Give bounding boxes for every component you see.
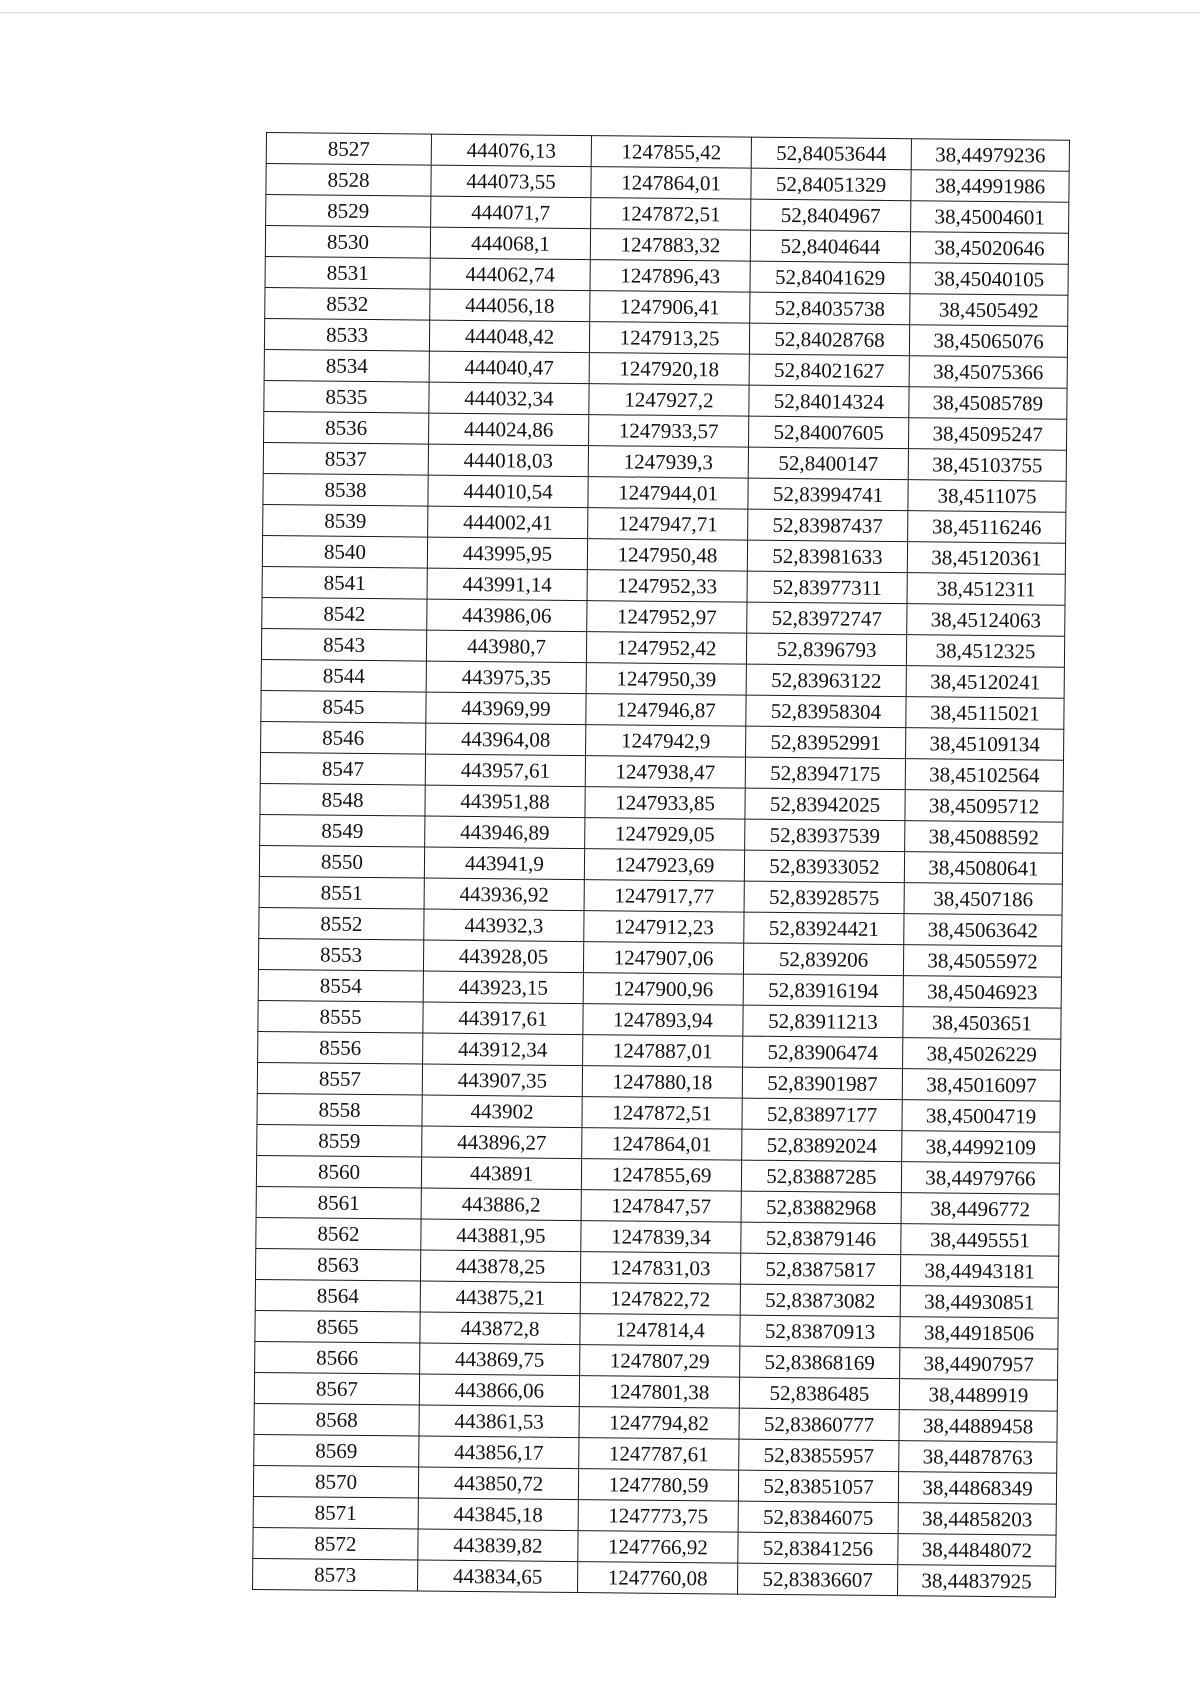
x-coordinate-cell: 444024,86 xyxy=(429,413,589,446)
longitude-cell: 38,45088592 xyxy=(905,821,1063,854)
point-number-cell: 8573 xyxy=(253,1558,418,1591)
longitude-cell: 38,44907957 xyxy=(900,1348,1058,1381)
y-coordinate-cell: 1247920,18 xyxy=(589,353,749,386)
latitude-cell: 52,8386485 xyxy=(739,1377,899,1410)
x-coordinate-cell: 444073,55 xyxy=(431,165,591,198)
point-number-cell: 8533 xyxy=(264,318,429,351)
point-number-cell: 8549 xyxy=(260,814,425,847)
point-number-cell: 8571 xyxy=(253,1496,418,1529)
y-coordinate-cell: 1247900,96 xyxy=(583,973,743,1006)
y-coordinate-cell: 1247947,71 xyxy=(588,508,748,541)
latitude-cell: 52,83860777 xyxy=(739,1408,899,1441)
x-coordinate-cell: 443869,75 xyxy=(420,1343,580,1376)
latitude-cell: 52,83873082 xyxy=(740,1284,900,1317)
point-number-cell: 8550 xyxy=(259,845,424,878)
latitude-cell: 52,83846075 xyxy=(738,1501,898,1534)
longitude-cell: 38,45116246 xyxy=(908,511,1066,544)
x-coordinate-cell: 444071,7 xyxy=(431,196,591,229)
longitude-cell: 38,4489919 xyxy=(899,1379,1057,1412)
point-number-cell: 8544 xyxy=(261,659,426,692)
point-number-cell: 8556 xyxy=(258,1031,423,1064)
x-coordinate-cell: 443923,15 xyxy=(423,971,583,1004)
y-coordinate-cell: 1247950,39 xyxy=(586,663,746,696)
longitude-cell: 38,45026229 xyxy=(903,1038,1061,1071)
longitude-cell: 38,45120241 xyxy=(906,666,1064,699)
point-number-cell: 8536 xyxy=(264,411,429,444)
y-coordinate-cell: 1247952,33 xyxy=(587,570,747,603)
latitude-cell: 52,83924421 xyxy=(744,912,904,945)
y-coordinate-cell: 1247917,77 xyxy=(584,880,744,913)
point-number-cell: 8538 xyxy=(263,473,428,506)
point-number-cell: 8547 xyxy=(260,752,425,785)
scan-edge-line xyxy=(0,12,1200,13)
y-coordinate-cell: 1247938,47 xyxy=(585,756,745,789)
longitude-cell: 38,45040105 xyxy=(910,263,1068,296)
latitude-cell: 52,8404644 xyxy=(750,230,910,263)
point-number-cell: 8543 xyxy=(261,628,426,661)
x-coordinate-cell: 443872,8 xyxy=(420,1312,580,1345)
longitude-cell: 38,4505492 xyxy=(910,294,1068,327)
latitude-cell: 52,84041629 xyxy=(750,261,910,294)
y-coordinate-cell: 1247933,85 xyxy=(585,787,745,820)
longitude-cell: 38,44889458 xyxy=(899,1410,1057,1443)
point-number-cell: 8552 xyxy=(259,907,424,940)
latitude-cell: 52,83994741 xyxy=(748,478,908,511)
longitude-cell: 38,44878763 xyxy=(899,1441,1057,1474)
x-coordinate-cell: 444076,13 xyxy=(431,134,591,167)
point-number-cell: 8545 xyxy=(261,690,426,723)
latitude-cell: 52,839206 xyxy=(743,943,903,976)
longitude-cell: 38,44979236 xyxy=(911,139,1069,172)
y-coordinate-cell: 1247952,97 xyxy=(587,601,747,634)
latitude-cell: 52,83963122 xyxy=(746,664,906,697)
y-coordinate-cell: 1247913,25 xyxy=(589,322,749,355)
longitude-cell: 38,4512311 xyxy=(907,573,1065,606)
x-coordinate-cell: 443856,17 xyxy=(419,1436,579,1469)
x-coordinate-cell: 443969,99 xyxy=(426,692,586,725)
point-number-cell: 8527 xyxy=(266,133,431,166)
latitude-cell: 52,83836607 xyxy=(737,1563,897,1596)
x-coordinate-cell: 443902 xyxy=(422,1095,582,1128)
y-coordinate-cell: 1247893,94 xyxy=(583,1004,743,1037)
y-coordinate-cell: 1247933,57 xyxy=(589,415,749,448)
point-number-cell: 8554 xyxy=(258,969,423,1002)
latitude-cell: 52,83887285 xyxy=(741,1160,901,1193)
point-number-cell: 8559 xyxy=(257,1124,422,1157)
x-coordinate-cell: 443995,95 xyxy=(427,537,587,570)
longitude-cell: 38,4496772 xyxy=(901,1193,1059,1226)
y-coordinate-cell: 1247907,06 xyxy=(583,942,743,975)
point-number-cell: 8546 xyxy=(261,721,426,754)
y-coordinate-cell: 1247896,43 xyxy=(590,260,750,293)
longitude-cell: 38,45120361 xyxy=(907,542,1065,575)
latitude-cell: 52,84053644 xyxy=(751,137,911,170)
y-coordinate-cell: 1247872,51 xyxy=(582,1097,742,1130)
x-coordinate-cell: 443861,53 xyxy=(419,1405,579,1438)
y-coordinate-cell: 1247906,41 xyxy=(590,291,750,324)
x-coordinate-cell: 443896,27 xyxy=(422,1126,582,1159)
x-coordinate-cell: 443936,92 xyxy=(424,878,584,911)
latitude-cell: 52,83977311 xyxy=(747,571,907,604)
longitude-cell: 38,44858203 xyxy=(898,1503,1056,1536)
y-coordinate-cell: 1247872,51 xyxy=(591,198,751,231)
y-coordinate-cell: 1247883,32 xyxy=(590,229,750,262)
x-coordinate-cell: 443891 xyxy=(421,1157,581,1190)
longitude-cell: 38,45080641 xyxy=(904,852,1062,885)
y-coordinate-cell: 1247801,38 xyxy=(579,1376,739,1409)
longitude-cell: 38,45055972 xyxy=(903,945,1061,978)
latitude-cell: 52,83875817 xyxy=(740,1253,900,1286)
latitude-cell: 52,83972747 xyxy=(747,602,907,635)
longitude-cell: 38,45102564 xyxy=(905,759,1063,792)
x-coordinate-cell: 444018,03 xyxy=(428,444,588,477)
y-coordinate-cell: 1247855,42 xyxy=(591,136,751,169)
point-number-cell: 8564 xyxy=(255,1279,420,1312)
x-coordinate-cell: 443866,06 xyxy=(419,1374,579,1407)
y-coordinate-cell: 1247887,01 xyxy=(583,1035,743,1068)
x-coordinate-cell: 443917,61 xyxy=(423,1002,583,1035)
latitude-cell: 52,8396793 xyxy=(746,633,906,666)
point-number-cell: 8561 xyxy=(256,1186,421,1219)
point-number-cell: 8534 xyxy=(264,349,429,382)
latitude-cell: 52,84007605 xyxy=(748,416,908,449)
coordinates-table-body xyxy=(253,133,1070,1598)
latitude-cell: 52,83870913 xyxy=(740,1315,900,1348)
longitude-cell: 38,4511075 xyxy=(908,480,1066,513)
y-coordinate-cell: 1247831,03 xyxy=(580,1252,740,1285)
latitude-cell: 52,83892024 xyxy=(742,1129,902,1162)
latitude-cell: 52,83952991 xyxy=(746,726,906,759)
longitude-cell: 38,45020646 xyxy=(910,232,1068,265)
latitude-cell: 52,83882968 xyxy=(741,1191,901,1224)
y-coordinate-cell: 1247880,18 xyxy=(582,1066,742,1099)
point-number-cell: 8562 xyxy=(256,1217,421,1250)
x-coordinate-cell: 444062,74 xyxy=(430,258,590,291)
longitude-cell: 38,4512325 xyxy=(906,635,1064,668)
latitude-cell: 52,84014324 xyxy=(749,385,909,418)
longitude-cell: 38,45095247 xyxy=(908,418,1066,451)
latitude-cell: 52,83981633 xyxy=(747,540,907,573)
y-coordinate-cell: 1247773,75 xyxy=(578,1500,738,1533)
point-number-cell: 8567 xyxy=(254,1372,419,1405)
x-coordinate-cell: 443980,7 xyxy=(426,630,586,663)
y-coordinate-cell: 1247927,2 xyxy=(589,384,749,417)
y-coordinate-cell: 1247855,69 xyxy=(581,1159,741,1192)
point-number-cell: 8568 xyxy=(254,1403,419,1436)
longitude-cell: 38,45046923 xyxy=(903,976,1061,1009)
y-coordinate-cell: 1247807,29 xyxy=(580,1345,740,1378)
longitude-cell: 38,45115021 xyxy=(906,697,1064,730)
x-coordinate-cell: 443975,35 xyxy=(426,661,586,694)
x-coordinate-cell: 443957,61 xyxy=(425,754,585,787)
point-number-cell: 8532 xyxy=(265,287,430,320)
x-coordinate-cell: 443886,2 xyxy=(421,1188,581,1221)
longitude-cell: 38,45004719 xyxy=(902,1100,1060,1133)
x-coordinate-cell: 443964,08 xyxy=(426,723,586,756)
x-coordinate-cell: 443991,14 xyxy=(427,568,587,601)
x-coordinate-cell: 443912,34 xyxy=(423,1033,583,1066)
latitude-cell: 52,83937539 xyxy=(745,819,905,852)
x-coordinate-cell: 444010,54 xyxy=(428,475,588,508)
latitude-cell: 52,83879146 xyxy=(741,1222,901,1255)
longitude-cell: 38,44837925 xyxy=(897,1565,1055,1598)
latitude-cell: 52,83916194 xyxy=(743,974,903,1007)
point-number-cell: 8539 xyxy=(263,504,428,537)
latitude-cell: 52,83911213 xyxy=(743,1005,903,1038)
longitude-cell: 38,44992109 xyxy=(902,1131,1060,1164)
latitude-cell: 52,83855957 xyxy=(739,1439,899,1472)
point-number-cell: 8528 xyxy=(266,164,431,197)
latitude-cell: 52,8404967 xyxy=(751,199,911,232)
point-number-cell: 8569 xyxy=(254,1434,419,1467)
longitude-cell: 38,45016097 xyxy=(902,1069,1060,1102)
point-number-cell: 8572 xyxy=(253,1527,418,1560)
point-number-cell: 8531 xyxy=(265,256,430,289)
point-number-cell: 8563 xyxy=(255,1248,420,1281)
x-coordinate-cell: 444056,18 xyxy=(430,289,590,322)
x-coordinate-cell: 443932,3 xyxy=(424,909,584,942)
y-coordinate-cell: 1247864,01 xyxy=(591,167,751,200)
x-coordinate-cell: 443839,82 xyxy=(418,1529,578,1562)
x-coordinate-cell: 443986,06 xyxy=(427,599,587,632)
longitude-cell: 38,44868349 xyxy=(898,1472,1056,1505)
latitude-cell: 52,83958304 xyxy=(746,695,906,728)
x-coordinate-cell: 443875,21 xyxy=(420,1281,580,1314)
x-coordinate-cell: 444048,42 xyxy=(429,320,589,353)
latitude-cell: 52,83906474 xyxy=(743,1036,903,1069)
latitude-cell: 52,83841256 xyxy=(738,1532,898,1565)
x-coordinate-cell: 444040,47 xyxy=(429,351,589,384)
longitude-cell: 38,45124063 xyxy=(907,604,1065,637)
latitude-cell: 52,84035738 xyxy=(750,292,910,325)
x-coordinate-cell: 443907,35 xyxy=(422,1064,582,1097)
x-coordinate-cell: 443878,25 xyxy=(420,1250,580,1283)
x-coordinate-cell: 444002,41 xyxy=(428,506,588,539)
point-number-cell: 8529 xyxy=(266,195,431,228)
longitude-cell: 38,45109134 xyxy=(906,728,1064,761)
longitude-cell: 38,45065076 xyxy=(909,325,1067,358)
coordinates-table xyxy=(252,132,1070,1598)
latitude-cell: 52,83987437 xyxy=(748,509,908,542)
latitude-cell: 52,83868169 xyxy=(740,1346,900,1379)
longitude-cell: 38,44930851 xyxy=(900,1286,1058,1319)
y-coordinate-cell: 1247952,42 xyxy=(586,632,746,665)
point-number-cell: 8551 xyxy=(259,876,424,909)
latitude-cell: 52,83933052 xyxy=(744,850,904,883)
latitude-cell: 52,84051329 xyxy=(751,168,911,201)
latitude-cell: 52,8400147 xyxy=(748,447,908,480)
point-number-cell: 8557 xyxy=(257,1062,422,1095)
x-coordinate-cell: 443951,88 xyxy=(425,785,585,818)
point-number-cell: 8558 xyxy=(257,1093,422,1126)
y-coordinate-cell: 1247814,4 xyxy=(580,1314,740,1347)
y-coordinate-cell: 1247950,48 xyxy=(587,539,747,572)
latitude-cell: 52,83942025 xyxy=(745,788,905,821)
point-number-cell: 8570 xyxy=(253,1465,418,1498)
point-number-cell: 8560 xyxy=(256,1155,421,1188)
latitude-cell: 52,83928575 xyxy=(744,881,904,914)
longitude-cell: 38,44991986 xyxy=(911,170,1069,203)
point-number-cell: 8553 xyxy=(258,938,423,971)
y-coordinate-cell: 1247929,05 xyxy=(585,818,745,851)
point-number-cell: 8540 xyxy=(262,535,427,568)
x-coordinate-cell: 444068,1 xyxy=(430,227,590,260)
y-coordinate-cell: 1247760,08 xyxy=(577,1562,737,1595)
y-coordinate-cell: 1247766,92 xyxy=(578,1531,738,1564)
y-coordinate-cell: 1247847,57 xyxy=(581,1190,741,1223)
longitude-cell: 38,4495551 xyxy=(901,1224,1059,1257)
latitude-cell: 52,83851057 xyxy=(738,1470,898,1503)
point-number-cell: 8566 xyxy=(255,1341,420,1374)
y-coordinate-cell: 1247939,3 xyxy=(588,446,748,479)
latitude-cell: 52,84028768 xyxy=(749,323,909,356)
longitude-cell: 38,45085789 xyxy=(909,387,1067,420)
x-coordinate-cell: 443845,18 xyxy=(418,1498,578,1531)
y-coordinate-cell: 1247794,82 xyxy=(579,1407,739,1440)
point-number-cell: 8548 xyxy=(260,783,425,816)
point-number-cell: 8555 xyxy=(258,1000,423,1033)
x-coordinate-cell: 443928,05 xyxy=(423,940,583,973)
longitude-cell: 38,44979766 xyxy=(901,1162,1059,1195)
x-coordinate-cell: 443941,9 xyxy=(424,847,584,880)
y-coordinate-cell: 1247780,59 xyxy=(578,1469,738,1502)
y-coordinate-cell: 1247923,69 xyxy=(584,849,744,882)
y-coordinate-cell: 1247864,01 xyxy=(582,1128,742,1161)
x-coordinate-cell: 444032,34 xyxy=(429,382,589,415)
point-number-cell: 8565 xyxy=(255,1310,420,1343)
y-coordinate-cell: 1247942,9 xyxy=(586,725,746,758)
y-coordinate-cell: 1247822,72 xyxy=(580,1283,740,1316)
latitude-cell: 52,83901987 xyxy=(742,1067,902,1100)
latitude-cell: 52,83897177 xyxy=(742,1098,902,1131)
longitude-cell: 38,4507186 xyxy=(904,883,1062,916)
point-number-cell: 8537 xyxy=(263,442,428,475)
point-number-cell: 8542 xyxy=(262,597,427,630)
point-number-cell: 8535 xyxy=(264,380,429,413)
longitude-cell: 38,45063642 xyxy=(904,914,1062,947)
longitude-cell: 38,45004601 xyxy=(911,201,1069,234)
longitude-cell: 38,45075366 xyxy=(909,356,1067,389)
point-number-cell: 8541 xyxy=(262,566,427,599)
latitude-cell: 52,84021627 xyxy=(749,354,909,387)
x-coordinate-cell: 443834,65 xyxy=(418,1560,578,1593)
x-coordinate-cell: 443881,95 xyxy=(421,1219,581,1252)
latitude-cell: 52,83947175 xyxy=(745,757,905,790)
y-coordinate-cell: 1247912,23 xyxy=(584,911,744,944)
x-coordinate-cell: 443850,72 xyxy=(418,1467,578,1500)
longitude-cell: 38,44848072 xyxy=(898,1534,1056,1567)
longitude-cell: 38,45103755 xyxy=(908,449,1066,482)
y-coordinate-cell: 1247787,61 xyxy=(579,1438,739,1471)
point-number-cell: 8530 xyxy=(265,226,430,259)
longitude-cell: 38,45095712 xyxy=(905,790,1063,823)
y-coordinate-cell: 1247944,01 xyxy=(588,477,748,510)
longitude-cell: 38,44943181 xyxy=(900,1255,1058,1288)
y-coordinate-cell: 1247839,34 xyxy=(581,1221,741,1254)
longitude-cell: 38,4503651 xyxy=(903,1007,1061,1040)
y-coordinate-cell: 1247946,87 xyxy=(586,694,746,727)
x-coordinate-cell: 443946,89 xyxy=(425,816,585,849)
longitude-cell: 38,44918506 xyxy=(900,1317,1058,1350)
